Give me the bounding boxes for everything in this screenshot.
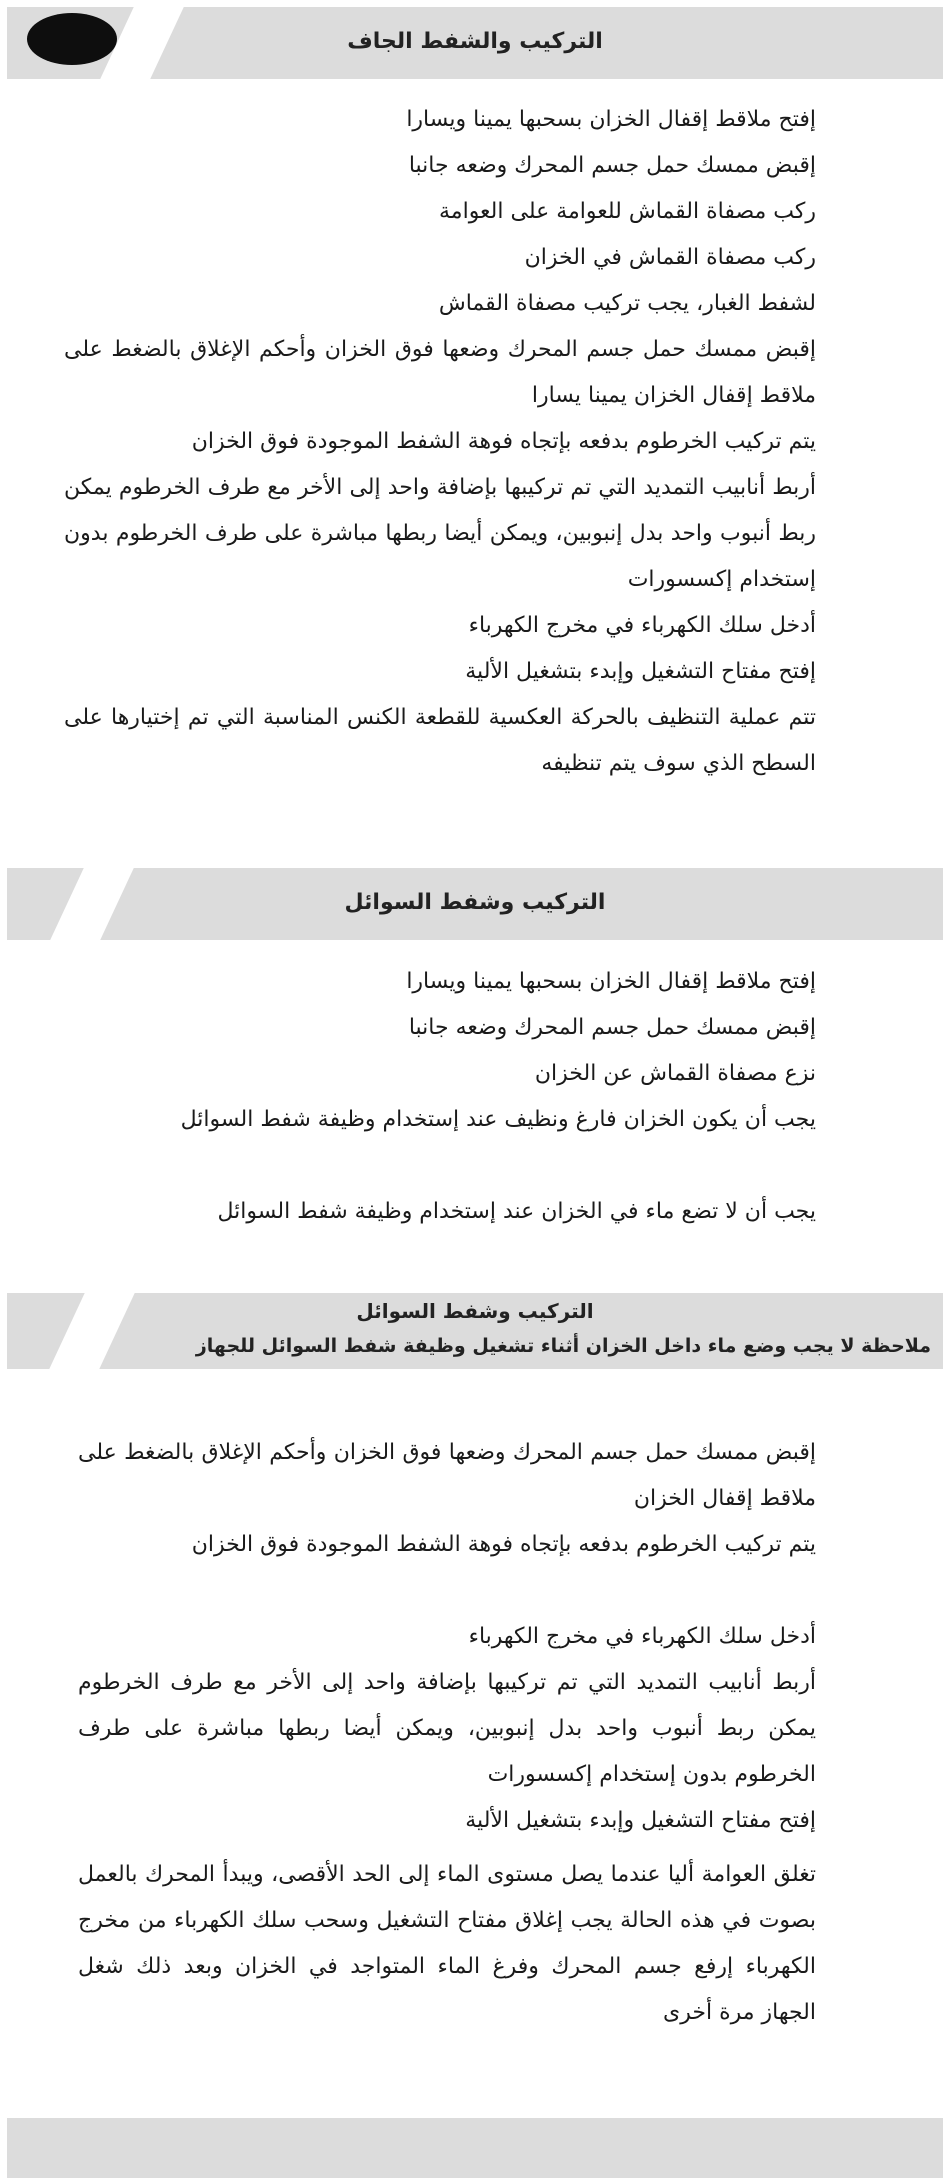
section2-line: يجب أن لا تضع ماء في الخزان عند إستخدام وظيفة شفط السوائل (217, 1199, 816, 1224)
section1-header (7, 7, 943, 79)
section2-line: يجب أن يكون الخزان فارغ ونظيف عند إستخدام وظيفة شفط السوائل (180, 1107, 816, 1132)
section1-line: إقبض ممسك حمل جسم المحرك وضعها فوق الخزان وأحكم الإغلاق بالضغط على ملاقط إقفال الخزان يمينا يسارا (64, 337, 816, 408)
section3-line: أدخل سلك الكهرباء في مخرج الكهرباء (468, 1624, 816, 1649)
section1-line: ركب مصفاة القماش للعوامة على العوامة (439, 199, 816, 224)
section1-line: أربط أنابيب التمديد التي تم تركيبها بإضافة واحد إلى الأخر مع طرف الخرطوم يمكن ربط أنبوب واحد بدل إنبوبين، ويمكن أيضا ربطها مباشرة على طرف الخرطوم بدون إستخدام إكسسورات (64, 475, 816, 592)
section2-line: إقبض ممسك حمل جسم المحرك وضعه جانبا (408, 1015, 816, 1040)
section1-line: إفتح ملاقط إقفال الخزان بسحبها يمينا ويسارا (406, 107, 816, 132)
section1-line: إقبض ممسك حمل جسم المحرك وضعه جانبا (408, 153, 816, 178)
section2-header (7, 868, 943, 940)
section3-line: يتم تركيب الخرطوم بدفعه بإتجاه فوهة الشفط الموجودة فوق الخزان (191, 1532, 816, 1557)
section3-line: أربط أنابيب التمديد التي تم تركيبها بإضافة واحد إلى الأخر مع طرف الخرطوم يمكن ربط أنبوب واحد بدل إنبوبين، ويمكن أيضا ربطها مباشرة على طرف الخرطوم بدون إستخدام إكسسورات (78, 1670, 816, 1787)
section1-line: لشفط الغبار، يجب تركيب مصفاة القماش (438, 291, 816, 316)
section1-line: ركب مصفاة القماش في الخزان (524, 245, 816, 270)
section3-line: تغلق العوامة أليا عندما يصل مستوى الماء إلى الحد الأقصى، ويبدأ المحرك بالعمل بصوت في هذه الحالة يجب إغلاق مفتاح التشغيل وسحب سلك الكهرباء من مخرج الكهرباء إرفع جسم المحرك وفرغ الماء المتواجد في الخزان وبعد ذلك شغل الجهاز مرة أخرى (78, 1862, 816, 2025)
section2-title: التركيب وشفط السوائل (344, 890, 606, 915)
section3-title: التركيب وشفط السوائل (356, 1299, 594, 1323)
section1-title: التركيب والشفط الجاف (347, 29, 603, 54)
section2-line: نزع مصفاة القماش عن الخزان (534, 1061, 816, 1086)
section1-line: يتم تركيب الخرطوم بدفعه بإتجاه فوهة الشفط الموجودة فوق الخزان (191, 429, 816, 454)
section3-line: إفتح مفتاح التشغيل وإبدء بتشغيل الألية (465, 1808, 816, 1833)
black-oval-tab (27, 13, 117, 65)
section1-line: أدخل سلك الكهرباء في مخرج الكهرباء (468, 613, 816, 638)
section2-line: إفتح ملاقط إقفال الخزان بسحبها يمينا ويسارا (406, 969, 816, 994)
section1-line: تتم عملية التنظيف بالحركة العكسية للقطعة الكنس المناسبة التي تم إختيارها على السطح الذي سوف يتم تنظيفه (64, 705, 816, 776)
section1-line: إفتح مفتاح التشغيل وإبدء بتشغيل الألية (465, 659, 816, 684)
section3-line: إقبض ممسك حمل جسم المحرك وضعها فوق الخزان وأحكم الإغلاق بالضغط على ملاقط إقفال الخزان (78, 1440, 816, 1511)
section3-header (7, 1293, 943, 1369)
section3-note: ملاحظة لا يجب وضع ماء داخل الخزان أثناء تشغيل وظيفة شفط السوائل للجهاز (195, 1335, 931, 1357)
footer-band (7, 2118, 943, 2178)
